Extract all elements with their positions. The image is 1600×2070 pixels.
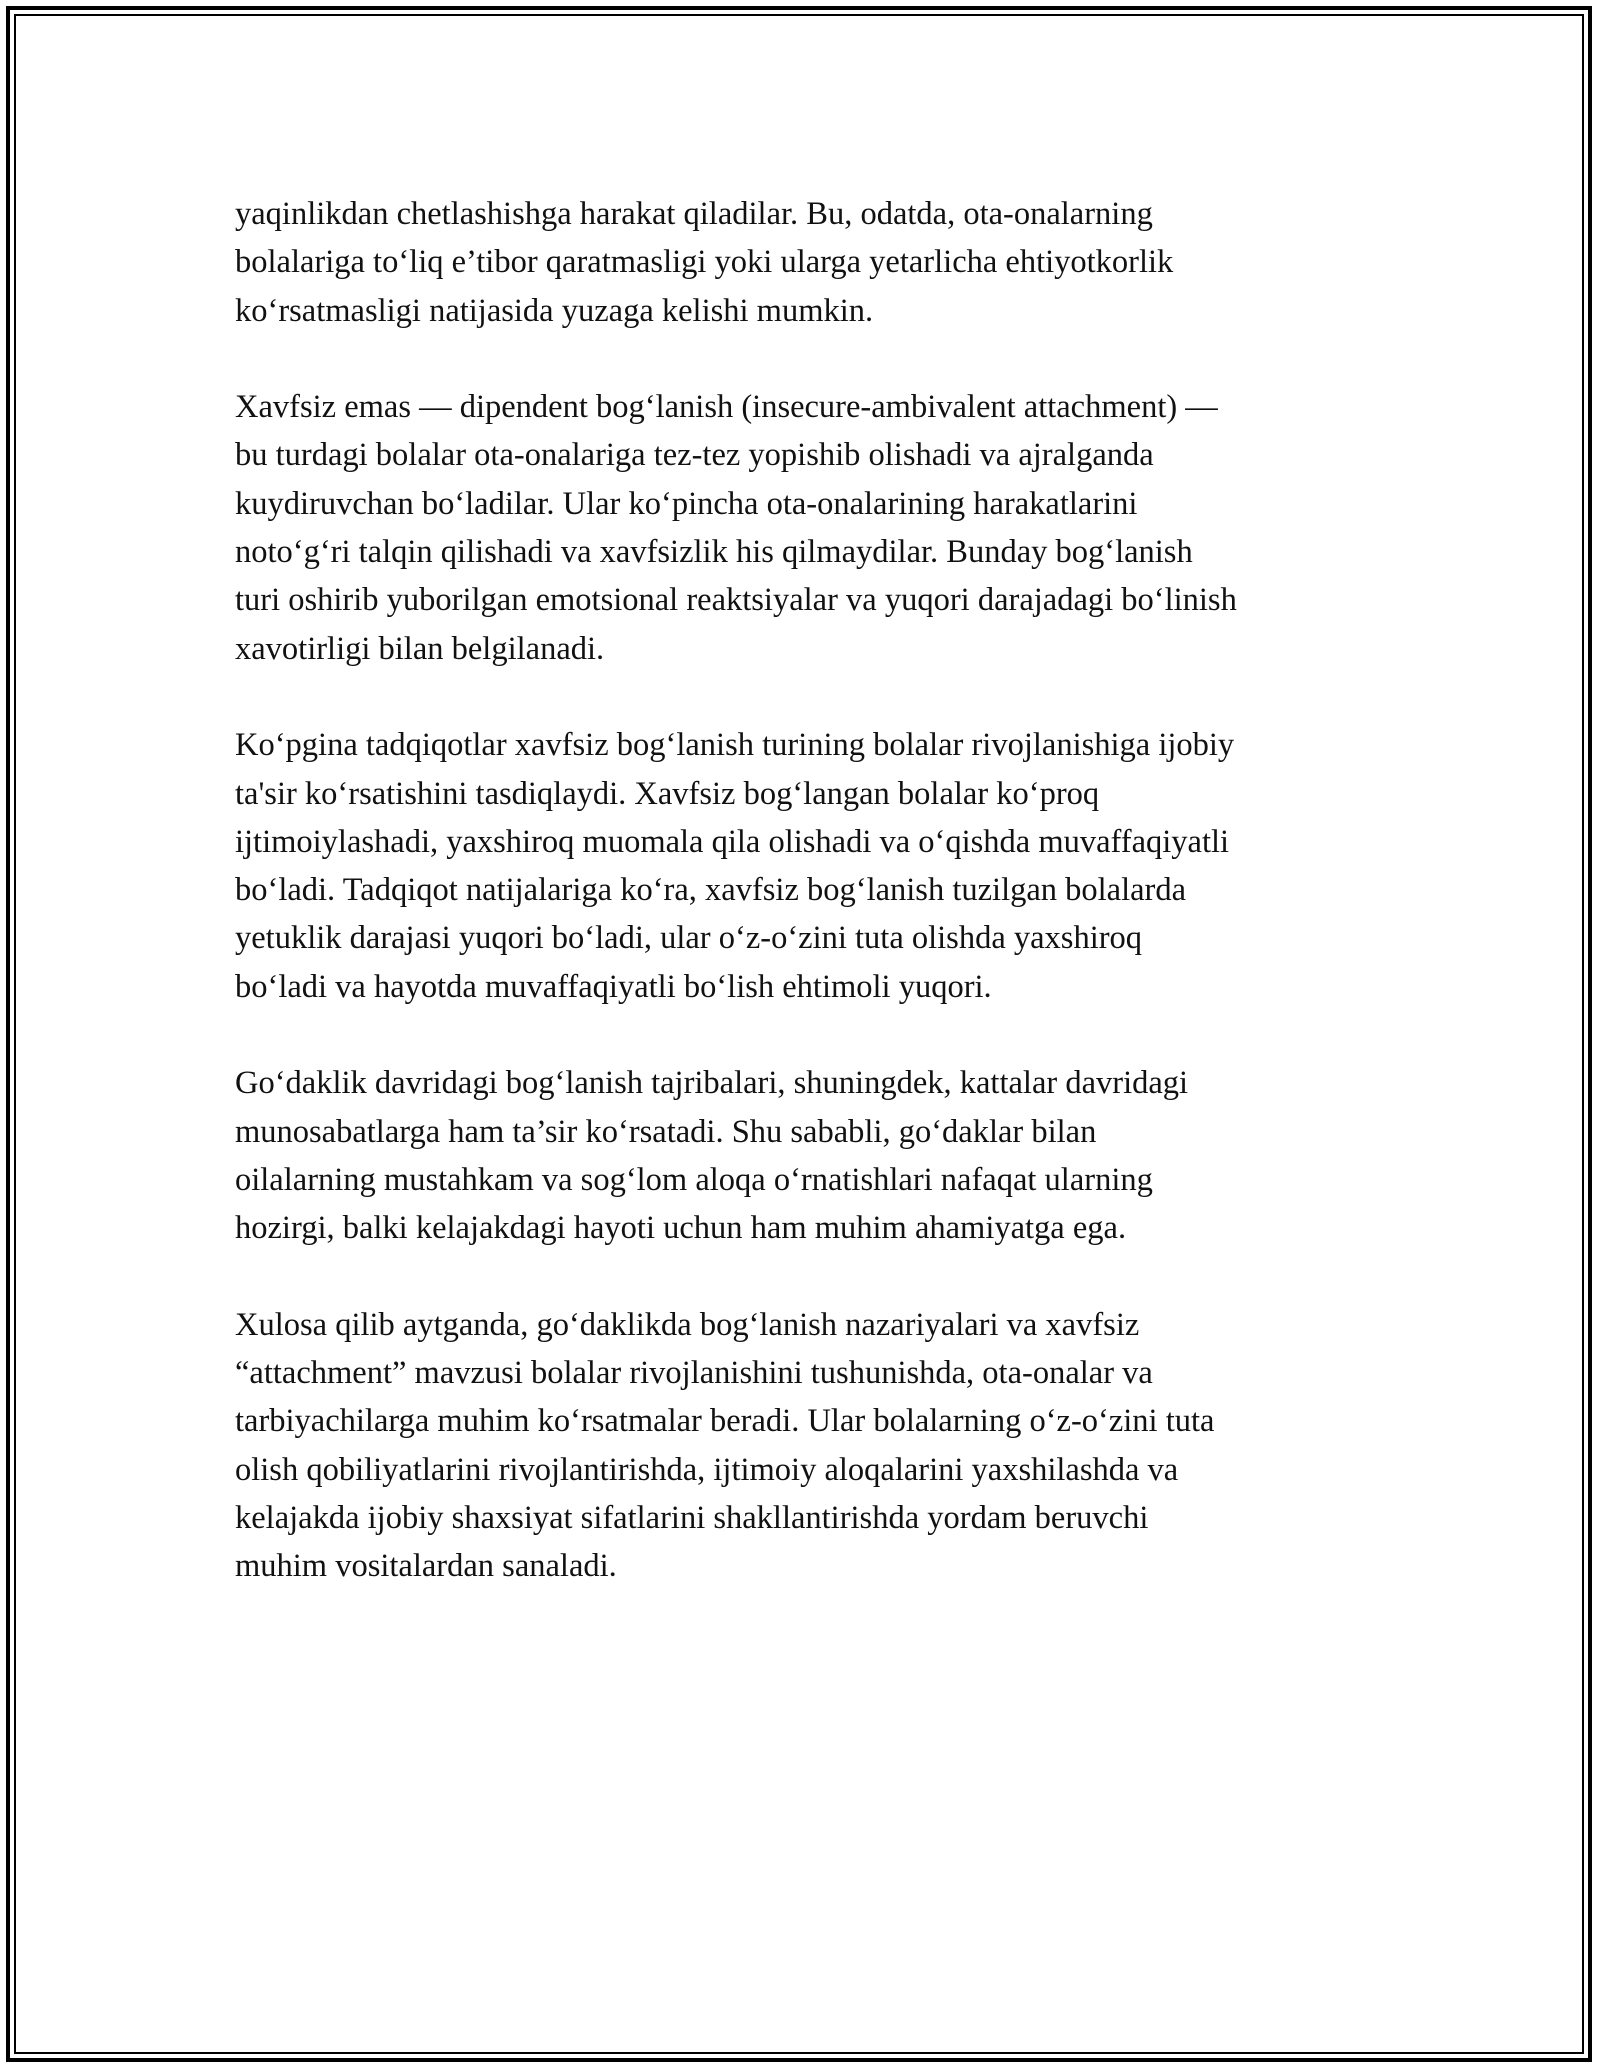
paragraph	[235, 383, 1375, 673]
text-line: bo‘ladi va hayotda muvaffaqiyatli bo‘lish ehtimoli yuqori.	[235, 968, 992, 1005]
text-line: ko‘rsatmasligi natijasida yuzaga kelishi mumkin.	[235, 292, 874, 329]
text-line: bolalariga to‘liq e’tibor qaratmasligi yoki ularga yetarlicha ehtiyotkorlik	[235, 244, 1174, 281]
text-line: Go‘daklik davridagi bog‘lanish tajribalari, shuningdek, kattalar davridagi	[235, 1065, 1189, 1102]
text-line: “attachment” mavzusi bolalar rivojlanishini tushunishda, ota-onalar va	[235, 1355, 1153, 1392]
text-line: yetuklik darajasi yuqori bo‘ladi, ular o‘z-o‘zini tuta olishda yaxshiroq	[235, 920, 1143, 957]
text-line: bu turdagi bolalar ota-onalariga tez-tez yopishib olishadi va ajralganda	[235, 437, 1154, 474]
text-line: Xavfsiz emas — dipendent bog‘lanish (insecure-ambivalent attachment) —	[235, 389, 1218, 426]
text-line: yaqinlikdan chetlashishga harakat qiladilar. Bu, odatda, ota-onalarning	[235, 196, 1153, 232]
paragraph	[235, 190, 1375, 335]
text-line: ijtimoiylashadi, yaxshiroq muomala qila olishadi va o‘qishda muvaffaqiyatli	[235, 823, 1230, 860]
paragraph	[235, 721, 1375, 1011]
text-line: muhim vositalardan sanaladi.	[235, 1548, 617, 1585]
text-line: tarbiyachilarga muhim ko‘rsatmalar beradi. Ular bolalarning o‘z-o‘zini tuta	[235, 1403, 1215, 1440]
text-line: kuydiruvchan bo‘ladilar. Ular ko‘pincha ota-onalarining harakatlarini	[235, 485, 1138, 522]
text-line: munosabatlarga ham ta’sir ko‘rsatadi. Shu sababli, go‘daklar bilan	[235, 1113, 1097, 1150]
text-line: ta'sir ko‘rsatishini tasdiqlaydi. Xavfsiz bog‘langan bolalar ko‘proq	[235, 775, 1100, 812]
text-line: noto‘g‘ri talqin qilishadi va xavfsizlik his qilmaydilar. Bunday bog‘lanish	[235, 534, 1193, 571]
document-body	[235, 190, 1375, 1639]
text-line: oilalarning mustahkam va sog‘lom aloqa o‘rnatishlari nafaqat ularning	[235, 1161, 1153, 1198]
text-line: Xulosa qilib aytganda, go‘daklikda bog‘lanish nazariyalari va xavfsiz	[235, 1306, 1140, 1343]
text-line: turi oshirib yuborilgan emotsional reaktsiyalar va yuqori darajadagi bo‘linish	[235, 582, 1237, 619]
text-line: kelajakda ijobiy shaxsiyat sifatlarini shakllantirishda yordam beruvchi	[235, 1500, 1149, 1537]
text-line: olish qobiliyatlarini rivojlantirishda, ijtimoiy aloqalarini yaxshilashda va	[235, 1451, 1179, 1488]
text-line: xavotirligi bilan belgilanadi.	[235, 630, 605, 667]
text-line: hozirgi, balki kelajakdagi hayoti uchun ham muhim ahamiyatga ega.	[235, 1210, 1127, 1247]
text-line: bo‘ladi. Tadqiqot natijalariga ko‘ra, xavfsiz bog‘lanish tuzilgan bolalarda	[235, 872, 1187, 909]
paragraph	[235, 1059, 1375, 1252]
text-line: Ko‘pgina tadqiqotlar xavfsiz bog‘lanish turining bolalar rivojlanishiga ijobiy	[235, 727, 1235, 764]
paragraph	[235, 1301, 1375, 1591]
